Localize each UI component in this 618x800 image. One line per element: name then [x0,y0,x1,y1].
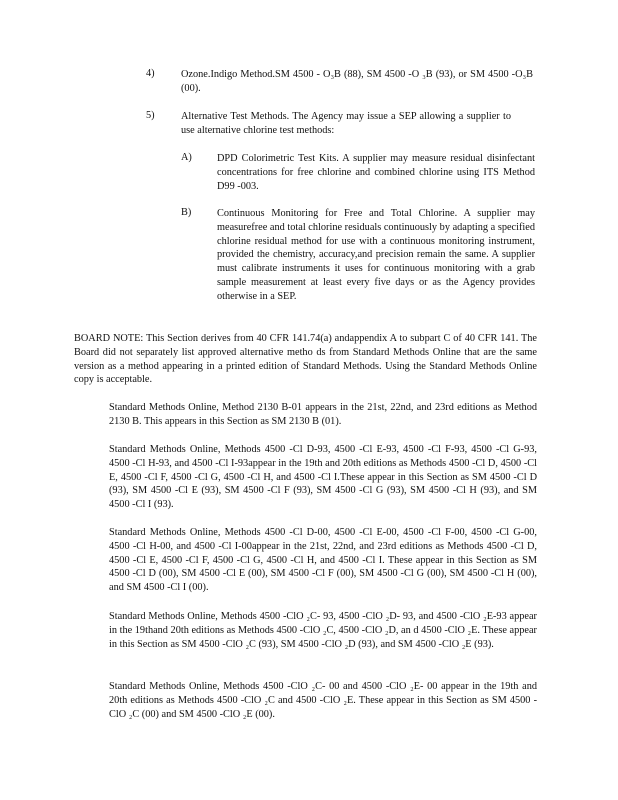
sm-online-paragraph-4500clo2-93: Standard Methods Online, Methods 4500 -ClO ₂C- 93, 4500 -ClO ₂D- 93, and 4500 -ClO ₂E-93 appear in the 19thand 20th editions as Methods 4500 -ClO ₂C, 4500 -ClO ₂D, an d 4500 -ClO ₂E. These appear in this Section as SM 4500 -ClO ₂C (93), SM 4500 -ClO ₂D (93), and SM 4500 -ClO ₂E (93). [109,611,537,650]
sm-online-paragraph-2130b: Standard Methods Online, Method 2130 B-01 appears in the 21st, 22nd, and 23rd editions as Method 2130 B. This appears in this Section as SM 2130 B (01). [109,402,537,427]
ozone-indigo-method-text: Ozone.Indigo Method.SM 4500 - O₃B (88), SM 4500 -O ₃B (93), or SM 4500 -O₃B (00). [181,69,533,94]
item-number-4: 4) [146,68,155,79]
item-number-5: 5) [146,110,155,121]
alternative-test-methods-text: Alternative Test Methods. The Agency may issue a SEP allowing a supplier to use alternative chlorine test methods: [181,111,511,136]
sm-online-paragraph-4500cl-00: Standard Methods Online, Methods 4500 -Cl D-00, 4500 -Cl E-00, 4500 -Cl F-00, 4500 -Cl G-00, 4500 -Cl H-00, and 4500 -Cl I-00appear in the 21st, 22nd, and 23rd editions as Methods 4500 -Cl D, 4500 -Cl E, 4500 -Cl F, 4500 -Cl G, 4500 -Cl H, and 4500 -Cl I. These appear in this Section as SM 4500 -Cl D (00), SM 4500 -Cl E (00), SM 4500 -Cl F (00), SM 4500 -Cl G (00), SM 4500 -Cl H (00), and SM 4500 -Cl I (00). [109,527,537,594]
board-note: BOARD NOTE: This Section derives from 40 CFR 141.74(a) andappendix A to subpart C of 40 CFR 141. The Board did not separately list approved alternative metho ds from Standard Methods Online that are the same version as a method appearing in a printed edition of Standard Methods. Using the Standard Methods Online copy is acceptable. [74,333,537,386]
continuous-monitoring-text: Continuous Monitoring for Free and Total Chlorine. A supplier may measurefree and total chlorine residuals continuously by adapting a specified chlorine residual method for use with a continuous monitoring instrument, provided the chemistry, accuracy,and precision remain the same. A supplier must calibrate instruments it uses for continuous monitoring with a grab sample measurement at least every five days or as the Agency provides otherwise in a SEP. [217,208,535,302]
subitem-letter-a: A) [181,152,192,163]
subitem-letter-b: B) [181,207,192,218]
sm-online-paragraph-4500cl-93: Standard Methods Online, Methods 4500 -Cl D-93, 4500 -Cl E-93, 4500 -Cl F-93, 4500 -Cl G-93, 4500 -Cl H-93, and 4500 -Cl I-93appear in the 19th and 20th editions as Methods 4500 -Cl D, 4500 -Cl E, 4500 -Cl F, 4500 -Cl G, 4500 -Cl H, and 4500 -Cl I.These appear in this Section as SM 4500 -Cl D (93), SM 4500 -Cl E (93), SM 4500 -Cl F (93), SM 4500 -Cl G (93), SM 4500 -Cl H (93), and SM 4500 -Cl I (93). [109,444,537,511]
sm-online-paragraph-4500clo2-00: Standard Methods Online, Methods 4500 -ClO ₂C- 00 and 4500 -ClO ₂E- 00 appear in the 19th and 20th editions as Methods 4500 -ClO ₂C and 4500 -ClO ₂E. These appear in this Section as SM 4500 -ClO ₂C (00) and SM 4500 -ClO ₂E (00). [109,681,537,720]
dpd-colorimetric-text: DPD Colorimetric Test Kits. A supplier may measure residual disinfectant concentrations for free chlorine and combined chlorine using ITS Method D99 -003. [217,153,535,192]
